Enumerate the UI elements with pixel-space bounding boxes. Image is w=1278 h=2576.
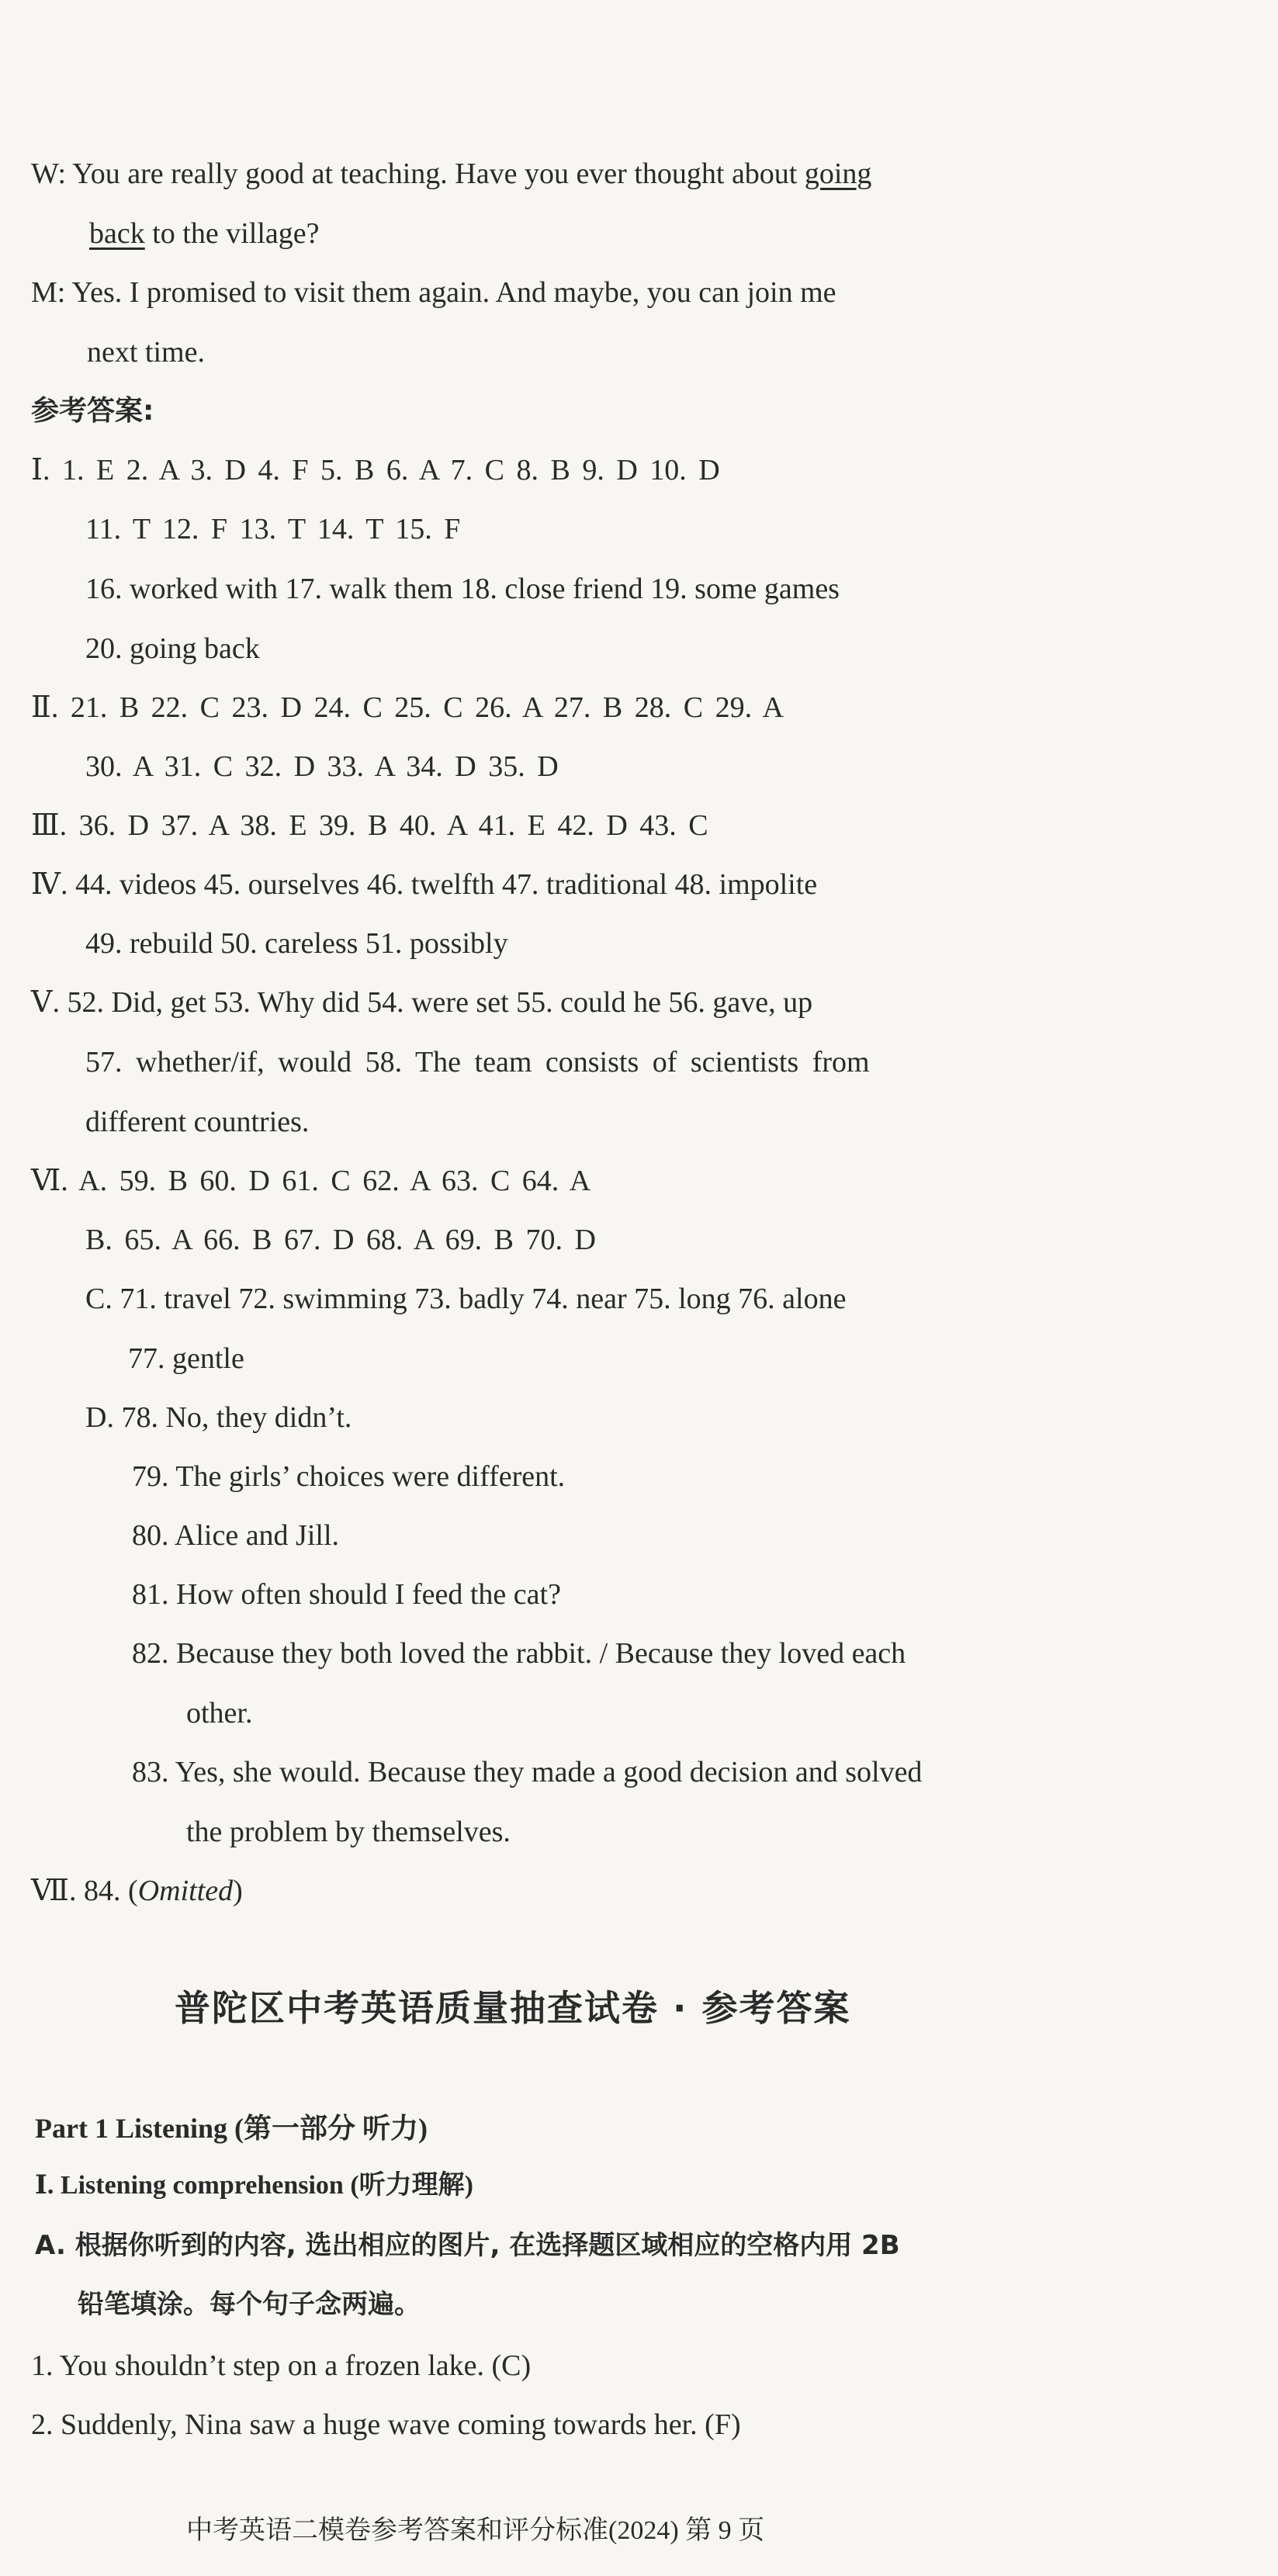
subsection-heading: Ⅰ. Listening comprehension (听力理解) [35, 2171, 473, 2200]
instruction-line: 铅笔填涂。每个句子念两遍。 [78, 2289, 421, 2320]
answer-line: D. 78. No, they didn’t. [85, 1401, 352, 1434]
dialogue-text: W: You are really good at teaching. Have you ever thought about [31, 158, 805, 190]
answer-line: 83. Yes, she would. Because they made a good decision and solved [132, 1756, 923, 1788]
instruction-line: A. 根据你听到的内容, 选出相应的图片, 在选择题区域相应的空格内用 2B [35, 2230, 900, 2261]
underlined-phrase: going [804, 158, 872, 190]
dialogue-line-m1-cont: next time. [87, 336, 205, 369]
question-line: 1. You shouldn’t step on a frozen lake. (C) [31, 2349, 532, 2382]
part-heading: Part 1 Listening (第一部分 听力) [35, 2113, 428, 2144]
answer-line: the problem by themselves. [186, 1816, 511, 1848]
answer-section-1: Ⅰ. 1. E 2. A 3. D 4. F 5. B 6. A 7. C 8. B 9. D 10. D [31, 454, 720, 486]
dialogue-line-w1-cont [89, 219, 320, 248]
answer-line: 16. worked with 17. walk them 18. close friend 19. some games [85, 573, 840, 605]
dialogue-line-m1: M: Yes. I promised to visit them again. And maybe, you can join me [31, 276, 836, 309]
answer-line: B. 65. A 66. B 67. D 68. A 69. B 70. D [85, 1224, 596, 1256]
answers-heading: 参考答案: [31, 395, 154, 427]
answer-section-6: Ⅵ. A. 59. B 60. D 61. C 62. A 63. C 64. A [31, 1165, 591, 1197]
answer-text: Ⅶ. 84. ( [31, 1875, 138, 1907]
answer-section-3: Ⅲ. 36. D 37. A 38. E 39. B 40. A 41. E 42. D 43. C [31, 809, 708, 842]
omitted-label: Omitted [137, 1875, 234, 1907]
answer-section-5: Ⅴ. 52. Did, get 53. Why did 54. were set 55. could he 56. gave, up [31, 986, 813, 1019]
answer-line: 30. A 31. C 32. D 33. A 34. D 35. D [85, 750, 559, 783]
answer-line: 79. The girls’ choices were different. [132, 1460, 566, 1493]
answer-line: different countries. [85, 1106, 310, 1138]
answer-line: 11. T 12. F 13. T 14. T 15. F [85, 513, 461, 545]
answer-section-2: Ⅱ. 21. B 22. C 23. D 24. C 25. C 26. A 27. B 28. C 29. A [31, 691, 784, 724]
question-line: 2. Suddenly, Nina saw a huge wave coming towards her. (F) [31, 2408, 741, 2441]
answer-section-4: Ⅳ. 44. videos 45. ourselves 46. twelfth 47. traditional 48. impolite [31, 868, 818, 901]
answer-line: 82. Because they both loved the rabbit. / Because they loved each [132, 1637, 906, 1670]
answer-line: 77. gentle [128, 1342, 244, 1375]
answer-section-7 [31, 1876, 243, 1906]
dialogue-text: to the village? [144, 217, 320, 250]
dialogue-line-w1 [31, 159, 871, 189]
answer-line: 81. How often should I feed the cat? [132, 1578, 561, 1611]
answer-line: 49. rebuild 50. careless 51. possibly [85, 927, 508, 960]
answer-line: 57. whether/if, would 58. The team consists of scientists from [85, 1046, 870, 1079]
answer-line: 80. Alice and Jill. [132, 1519, 340, 1552]
underlined-phrase: back [89, 217, 145, 250]
answer-line: other. [186, 1697, 253, 1729]
answer-text: ) [233, 1875, 243, 1907]
section-title: 普陀区中考英语质量抽查试卷 · 参考答案 [175, 1987, 851, 2029]
answer-line: 20. going back [85, 632, 260, 665]
page-footer: 中考英语二模卷参考答案和评分标准(2024) 第 9 页 [186, 2516, 765, 2545]
answer-line: C. 71. travel 72. swimming 73. badly 74. near 75. long 76. alone [85, 1283, 847, 1315]
